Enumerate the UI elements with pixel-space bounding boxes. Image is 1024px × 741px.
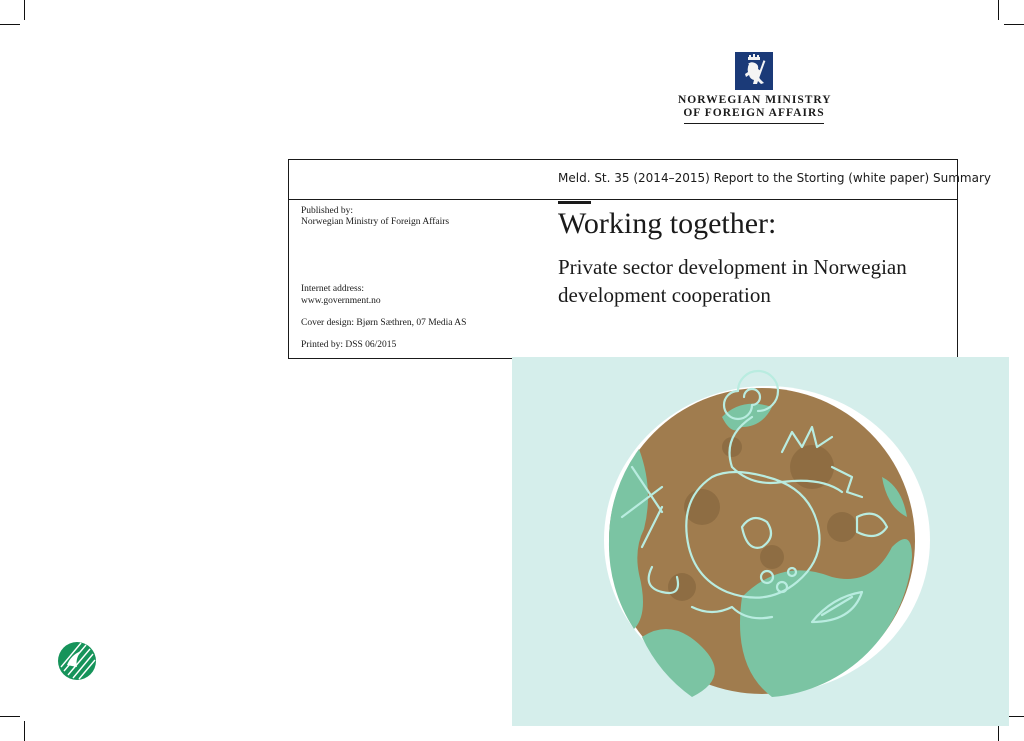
internet-address-value: www.government.no xyxy=(301,296,381,306)
internet-address-label: Internet address: xyxy=(301,284,365,294)
printed-by-credit: Printed by: DSS 06/2015 xyxy=(301,340,397,350)
crop-mark-top-left-v xyxy=(24,0,25,20)
title-accent-bar xyxy=(558,201,591,204)
ministry-name-line1: NORWEGIAN MINISTRY xyxy=(678,94,832,106)
crop-mark-top-left-h xyxy=(0,24,20,25)
cover-design-credit: Cover design: Bjørn Sæthren, 07 Media AS xyxy=(301,318,467,328)
ministry-logo xyxy=(678,52,830,124)
document-title: Working together: xyxy=(558,207,777,240)
crop-mark-bottom-left-h xyxy=(0,716,20,717)
nordic-swan-ecolabel-icon xyxy=(55,637,99,685)
cover-panel xyxy=(288,159,991,359)
ministry-name-line2: OF FOREIGN AFFAIRS xyxy=(683,107,825,119)
crop-mark-bottom-left-v xyxy=(24,721,25,741)
document-subtitle: Private sector development in Norwegian development cooperation xyxy=(558,255,907,307)
lion-crest-icon xyxy=(735,52,773,90)
globe-illustration xyxy=(512,357,1009,726)
published-by-label: Published by: xyxy=(301,206,353,216)
published-by-value: Norwegian Ministry of Foreign Affairs xyxy=(301,217,450,227)
crop-mark-top-right-h xyxy=(1004,24,1024,25)
logo-rule xyxy=(684,123,824,124)
series-label: Meld. St. 35 (2014–2015) Report to the Storting (white paper) Summary xyxy=(558,171,991,185)
crop-mark-top-right-v xyxy=(998,0,999,20)
header-divider xyxy=(289,199,957,200)
